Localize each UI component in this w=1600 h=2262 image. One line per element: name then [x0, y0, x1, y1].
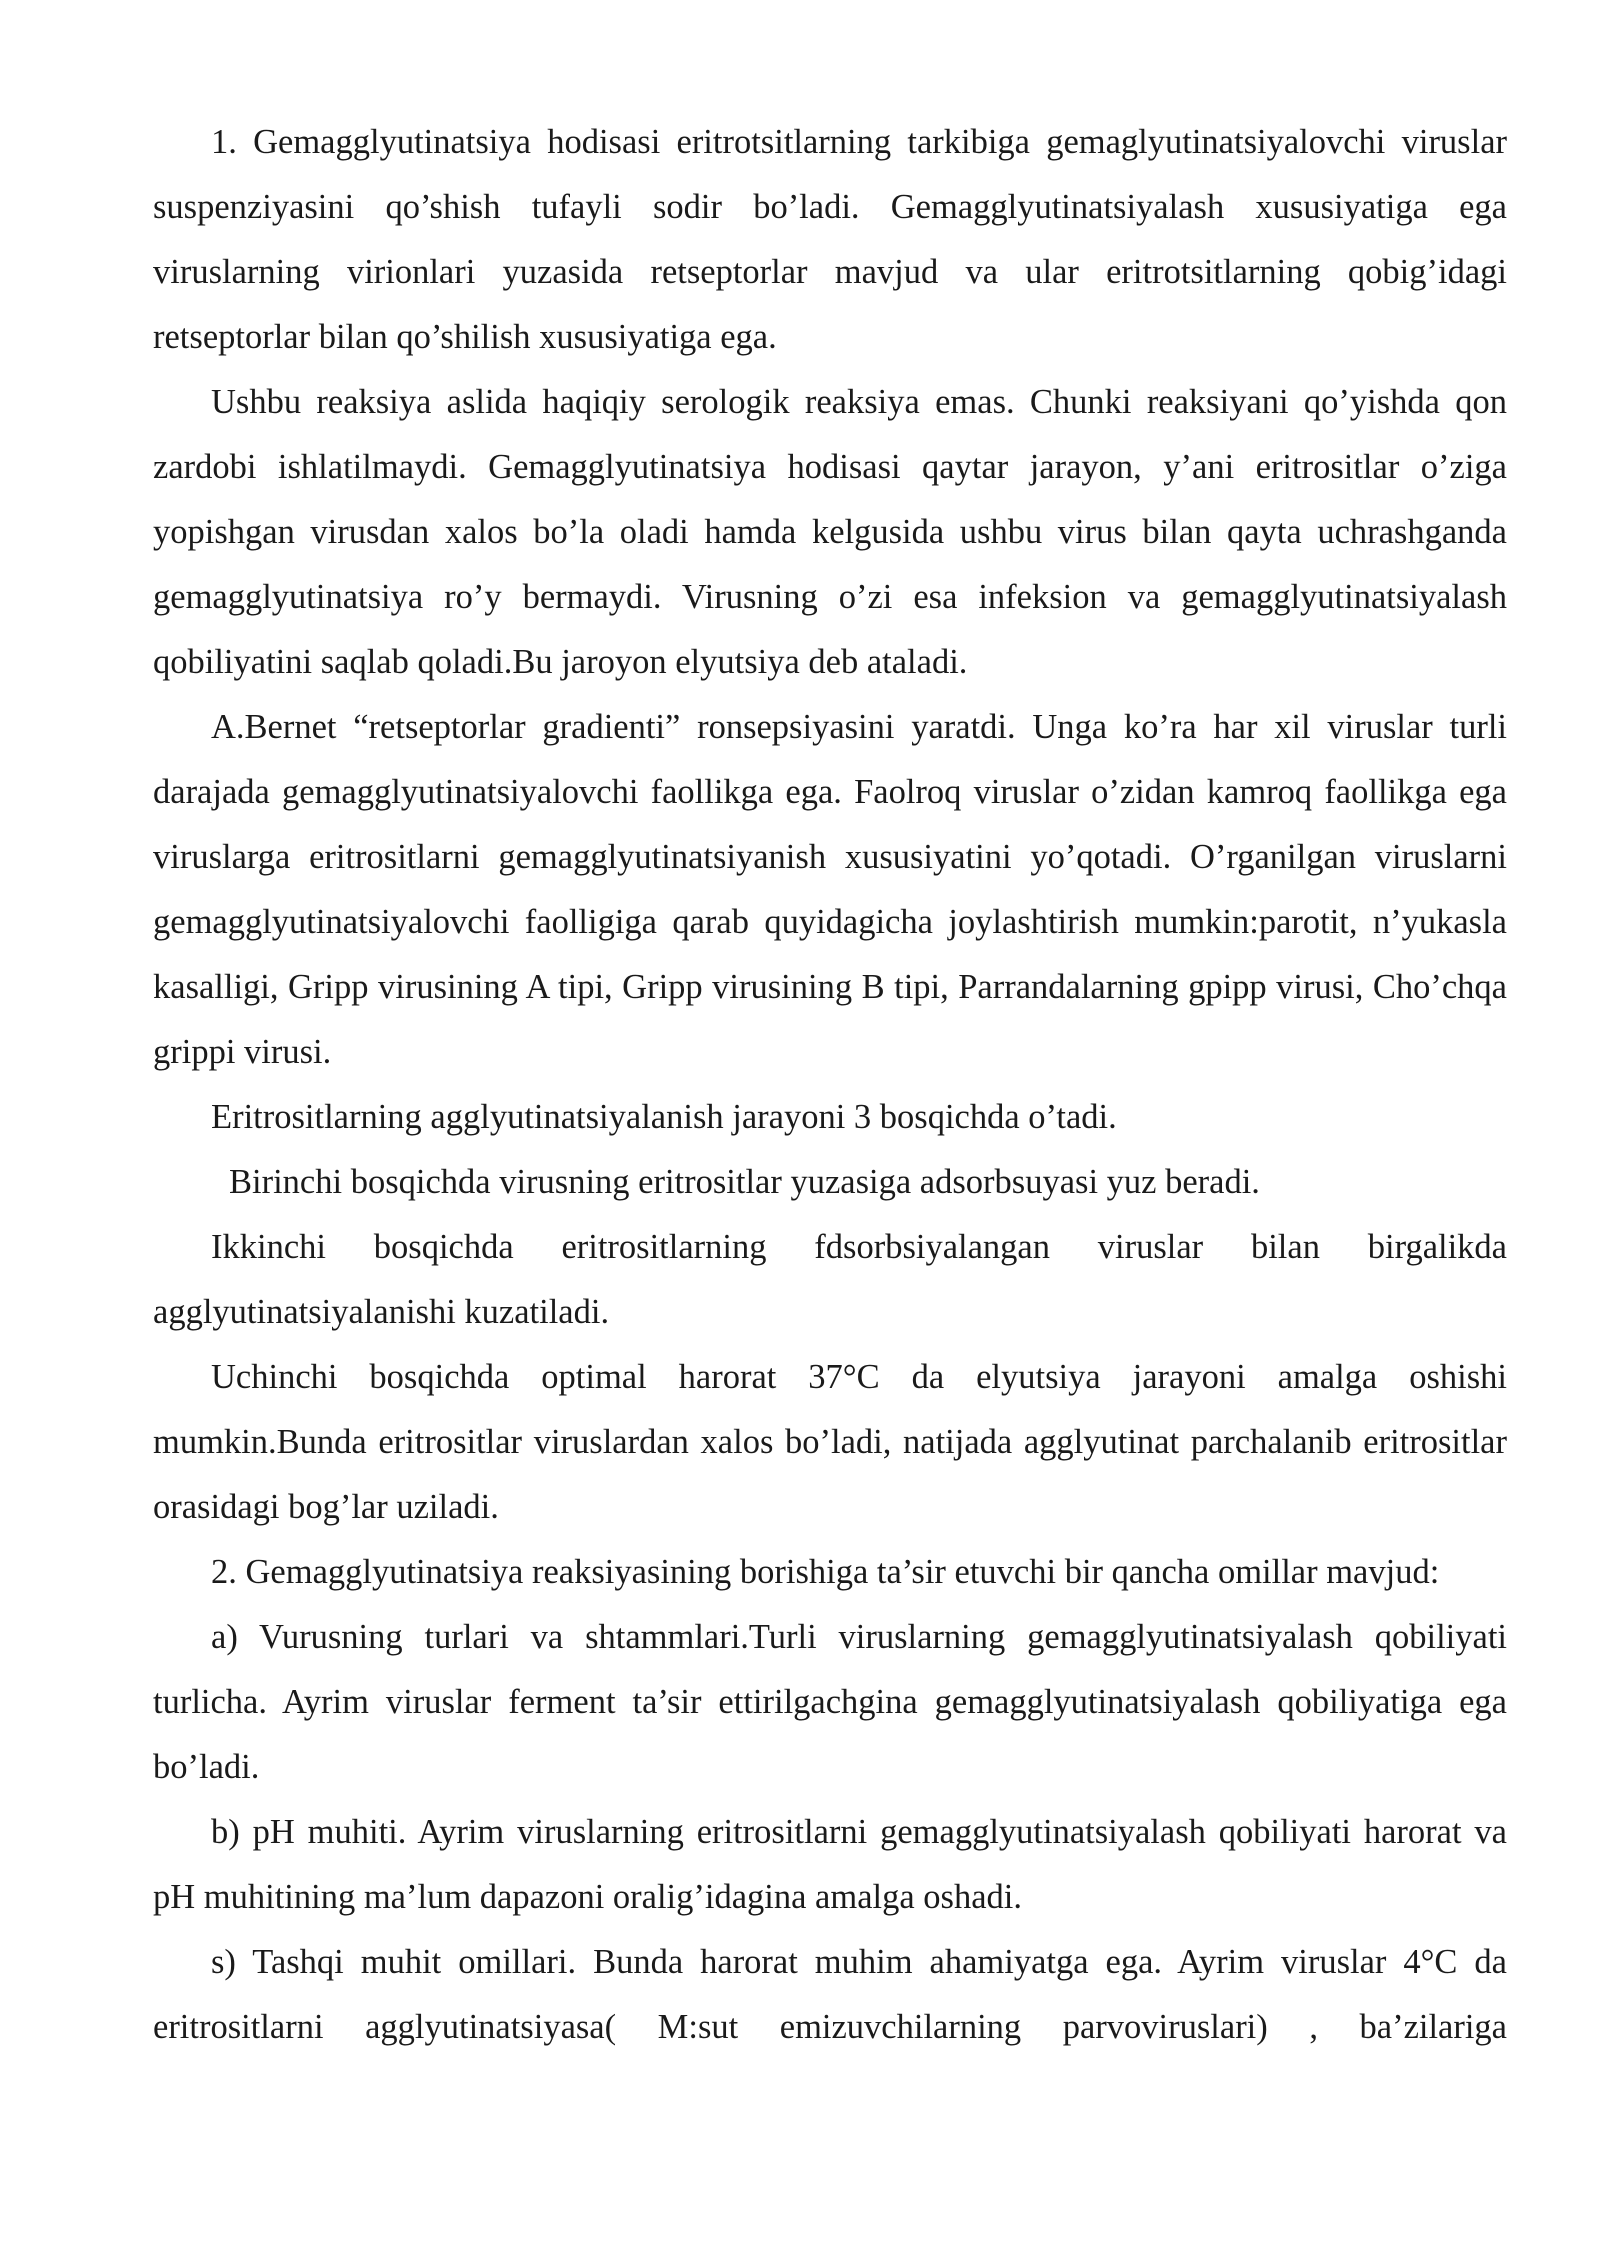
paragraph-not-serological: Ushbu reaksiya aslida haqiqiy serologik reaksiya emas. Chunki reaksiyani qo’yishda qon zardobi ishlatilmaydi. Gemagglyutinatsiya hodisasi qaytar jarayon, y’ani eritrositlar o’ziga yopishgan virusdan xalos bo’la oladi hamda kelgusida ushbu virus bilan qayta uchrashganda gemagglyutinatsiya ro’y bermaydi. Virusning o’zi esa infeksion va gemagglyutinatsiyalash qobiliyatini saqlab qoladi.Bu jaroyon elyutsiya deb ataladi. [153, 383, 1507, 681]
paragraph-factor-a: a) Vurusning turlari va shtammlari.Turli viruslarning gemagglyutinatsiyalash qobiliyati turlicha. Ayrim viruslar ferment ta’sir ettirilgachgina gemagglyutinatsiyalash qobiliyatiga ega bo’ladi. [153, 1618, 1507, 1786]
paragraph-burnet-gradient: A.Bernet “retseptorlar gradienti” ronsepsiyasini yaratdi. Unga ko’ra har xil viruslar turli darajada gemagglyutinatsiyalovchi faollikga ega. Faolroq viruslar o’zidan kamroq faollikga ega viruslarga eritrositlarni gemagglyutinatsiyanish xususiyatini yo’qotadi. O’rganilgan viruslarni gemagglyutinatsiyalovchi faolligiga qarab quyidagicha joylashtirish mumkin:parotit, n’yukasla kasalligi, Gripp virusining A tipi, Gripp virusining B tipi, Parrandalarning gpipp virusi, Cho’chqa grippi virusi. [153, 708, 1507, 1071]
paragraph-factor-b: b) pH muhiti. Ayrim viruslarning eritrositlarni gemagglyutinatsiyalash qobiliyati harorat va pH muhitining ma’lum dapazoni oralig’idagina amalga oshadi. [153, 1813, 1507, 1916]
paragraph-factor-s: s) Tashqi muhit omillari. Bunda harorat muhim ahamiyatga ega. Ayrim viruslar 4°C da eritrositlarni agglyutinatsiyasa( M:sut emizuvchilarning parvoviruslari) , ba’zilariga [153, 1943, 1507, 2046]
paragraph-hemagglutination-intro: 1. Gemagglyutinatsiya hodisasi eritrotsitlarning tarkibiga gemaglyutinatsiyalovchi viruslar suspenziyasini qo’shish tufayli sodir bo’ladi. Gemagglyutinatsiyalash xususiyatiga ega viruslarning virionlari yuzasida retseptorlar mavjud va ular eritrotsitlarning qobig’idagi retseptorlar bilan qo’shilish xususiyatiga ega. [153, 123, 1507, 356]
document-page [153, 110, 1507, 2060]
paragraph-stage-three: Uchinchi bosqichda optimal harorat 37°C da elyutsiya jarayoni amalga oshishi mumkin.Bunda eritrositlar viruslardan xalos bo’ladi, natijada agglyutinat parchalanib eritrositlar orasidagi bog’lar uziladi. [153, 1358, 1507, 1526]
paragraph-stage-one: Birinchi bosqichda virusning eritrositlar yuzasiga adsorbsuyasi yuz beradi. [229, 1163, 1260, 1201]
paragraph-factors-intro: 2. Gemagglyutinatsiya reaksiyasining borishiga ta’sir etuvchi bir qancha omillar mavjud: [211, 1553, 1440, 1591]
paragraph-three-stages: Eritrositlarning agglyutinatsiyalanish jarayoni 3 bosqichda o’tadi. [211, 1098, 1117, 1136]
paragraph-stage-two: Ikkinchi bosqichda eritrositlarning fdsorbsiyalangan viruslar bilan birgalikda agglyutinatsiyalanishi kuzatiladi. [153, 1228, 1507, 1331]
